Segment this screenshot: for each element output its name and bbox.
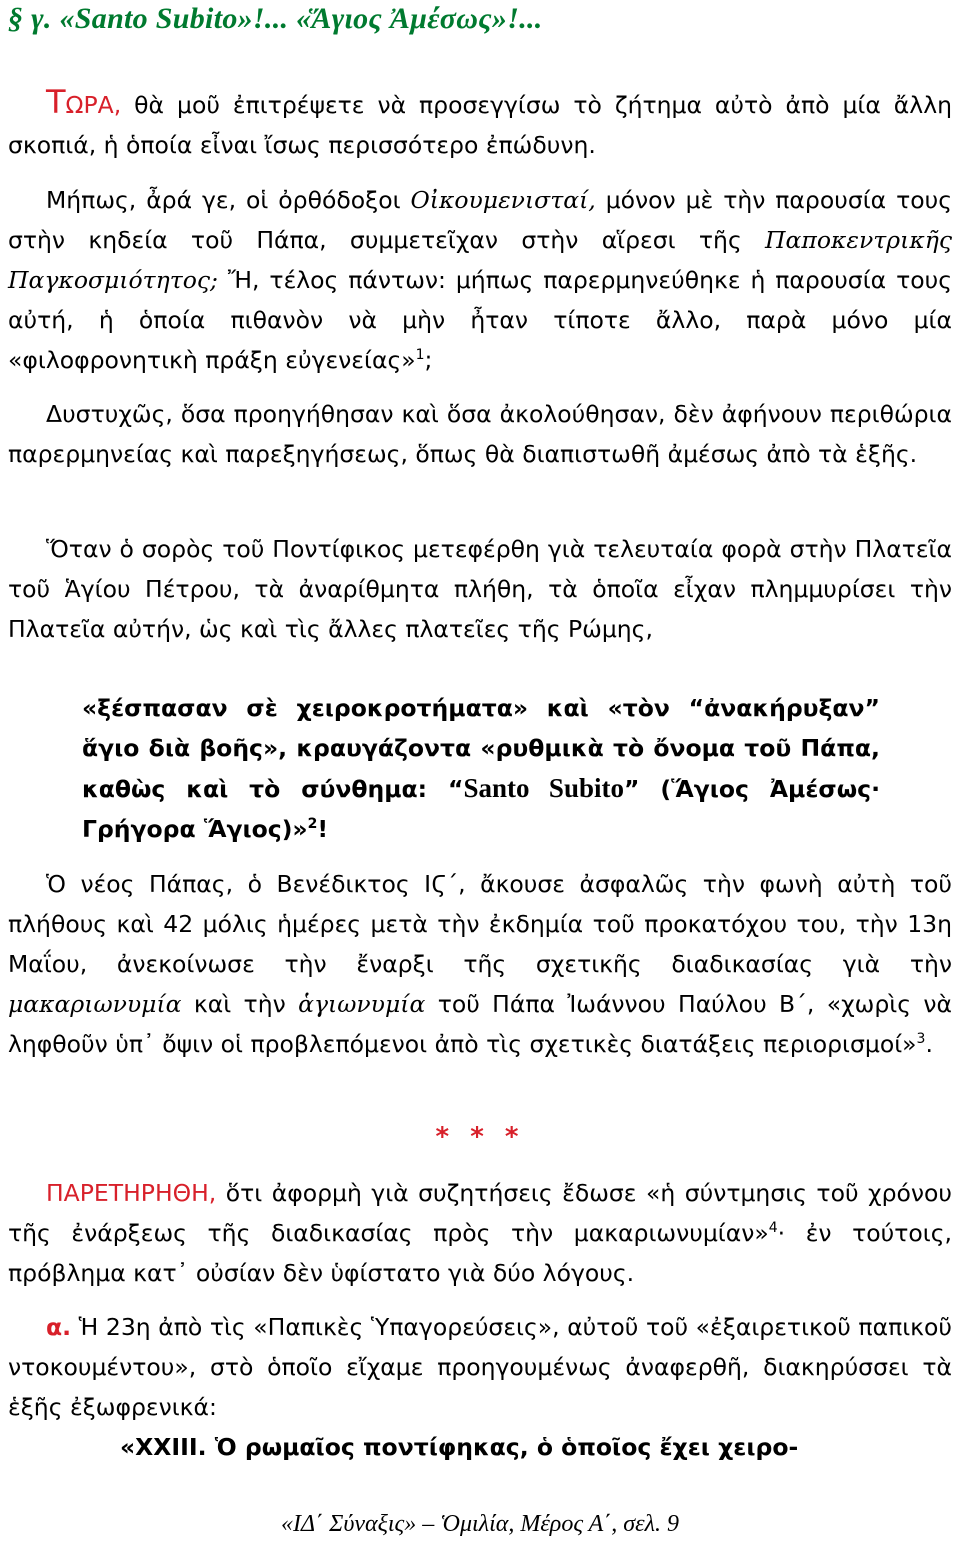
footnote-ref-3: 3 <box>916 1031 926 1048</box>
lead-word: ΠΑΡΕΤΗΡΗΘΗ, <box>46 1179 217 1207</box>
block-quote: «ξέσπασαν σὲ χειροκροτήματα» καὶ «τὸν “ἀνακήρυξαν” ἅγιο διὰ βοῆς», κραυγάζοντα «ρυθμικὰ τὸ ὄνομα τοῦ Πάπα, καθὼς καὶ τὸ σύνθημα: “Santo Subito” (Ἅγιος Ἀμέσως· Γρήγορα Ἅγιος)»$^2$! <box>82 694 880 843</box>
footnote-ref-4: 4 <box>768 1220 778 1237</box>
lead-word: ΩΡΑ, <box>65 91 122 119</box>
paragraph-4: Ὅταν ὁ σορὸς τοῦ Ποντίφικος μετεφέρθη γιὰ τελευταία φορὰ στὴν Πλατεῖα τοῦ Ἁγίου Πέτρου, τὰ ἀναρίθμητα πλήθη, τὰ ὁποῖα εἶχαν πλημμυρίσει τὴν Πλατεῖα αὐτήν, ὡς καὶ τὶς ἄλλες πλατεῖες τῆς Ρώμης, <box>8 535 952 643</box>
paragraph-1: ΤΩΡΑ, θὰ μοῦ ἐπιτρέψετε νὰ προσεγγίσω τὸ ζήτημα αὐτὸ ἀπὸ μία ἄλλη σκοπιά, ἡ ὁποία εἶναι ἴσως περισσότερο ἐπώδυνη. <box>8 83 952 159</box>
section-heading: § γ. «Santo Subito»!... «Ἅγιος Ἀμέσως»!... <box>8 2 543 35</box>
page-footer: «ΙΔ΄ Σύναξις» – Ὁμιλία, Μέρος Α΄, σελ. 9 <box>281 1511 679 1537</box>
drop-letter: Τ <box>46 83 66 121</box>
footnote-ref-1: 1 <box>415 347 425 364</box>
section-separator: * * * <box>435 1122 525 1152</box>
paragraph-5: Ὁ νέος Πάπας, ὁ Βενέδικτος ΙϚ΄, ἄκουσε ἀσφαλῶς τὴν φωνὴ αὐτὴ τοῦ πλήθους καὶ 42 μόλις ἡμέρες μετὰ τὴν ἐκδημία τοῦ προκατόχου του, τὴν 13η Μαΐου, ἀνεκοίνωσε τὴν ἔναρξι τῆς σχετικῆς διαδικασίας γιὰ τὴν μακαριωνυμία καὶ τὴν ἁγιωνυμία τοῦ Πάπα Ἰωάννου Παύλου Β΄, «χωρὶς νὰ ληφθοῦν ὑπ᾿ ὄψιν οἱ προβλεπόμενοι ἀπὸ τὶς σχετικὲς διατάξεις περιορισμοί»$^3$. <box>8 870 952 1058</box>
paragraph-7: α. Ἡ 23η ἀπὸ τὶς «Παπικὲς Ὑπαγορεύσεις», αὐτοῦ τοῦ «ἐξαιρετικοῦ παπικοῦ ντοκουμέντου», στὸ ὁποῖο εἴχαμε προηγουμένως ἀναφερθῆ, διακηρύσσει τὰ ἑξῆς ἐξωφρενικά: <box>8 1313 952 1421</box>
latin-slogan: Santo Subito <box>463 773 624 803</box>
paragraph-2: Μήπως, ἆρά γε, οἱ ὀρθόδοξοι Οἰκουμενισταί, μόνον μὲ τὴν παρουσία τους στὴν κηδεία τοῦ Πάπα, συμμετεῖχαν στὴν αἵρεσι τῆς Παποκεντρικῆς Παγκοσμιότητος; Ἤ, τέλος πάντων: μήπως παρερμηνεύθηκε ἡ παρουσία τους αὐτή, ἡ ὁποία πιθανὸν νὰ μὴν ἦταν τίποτε ἄλλο, παρὰ μόνο μία «φιλοφρονητικὴ πράξη εὐγενείας»$^1$; <box>8 186 953 374</box>
paragraph-6: ΠΑΡΕΤΗΡΗΘΗ, ὅτι ἀφορμὴ γιὰ συζητήσεις ἔδωσε «ἡ σύντμησις τοῦ χρόνου τῆς ἐνάρξεως τῆς διαδικασίας πρὸς τὴν μακαριωνυμίαν»$^4$· ἐν τούτοις, πρόβλημα κατ᾿ οὐσίαν δὲν ὑφίστατο γιὰ δύο λόγους. <box>8 1179 953 1287</box>
paragraph-3: Δυστυχῶς, ὅσα προηγήθησαν καὶ ὅσα ἀκολούθησαν, δὲν ἀφήνουν περιθώρια παρερμηνείας καὶ παρεξηγήσεως, ὅπως θὰ διαπιστωθῆ ἀμέσως ἀπὸ τὰ ἑξῆς. <box>8 400 952 468</box>
list-marker: α. <box>46 1313 72 1341</box>
footnote-ref-2: 2 <box>307 816 318 833</box>
block-quote-2: «XXIII. Ὁ ρωμαῖος ποντίφηκας, ὁ ὁποῖος ἔχει χειρο- <box>120 1433 799 1461</box>
